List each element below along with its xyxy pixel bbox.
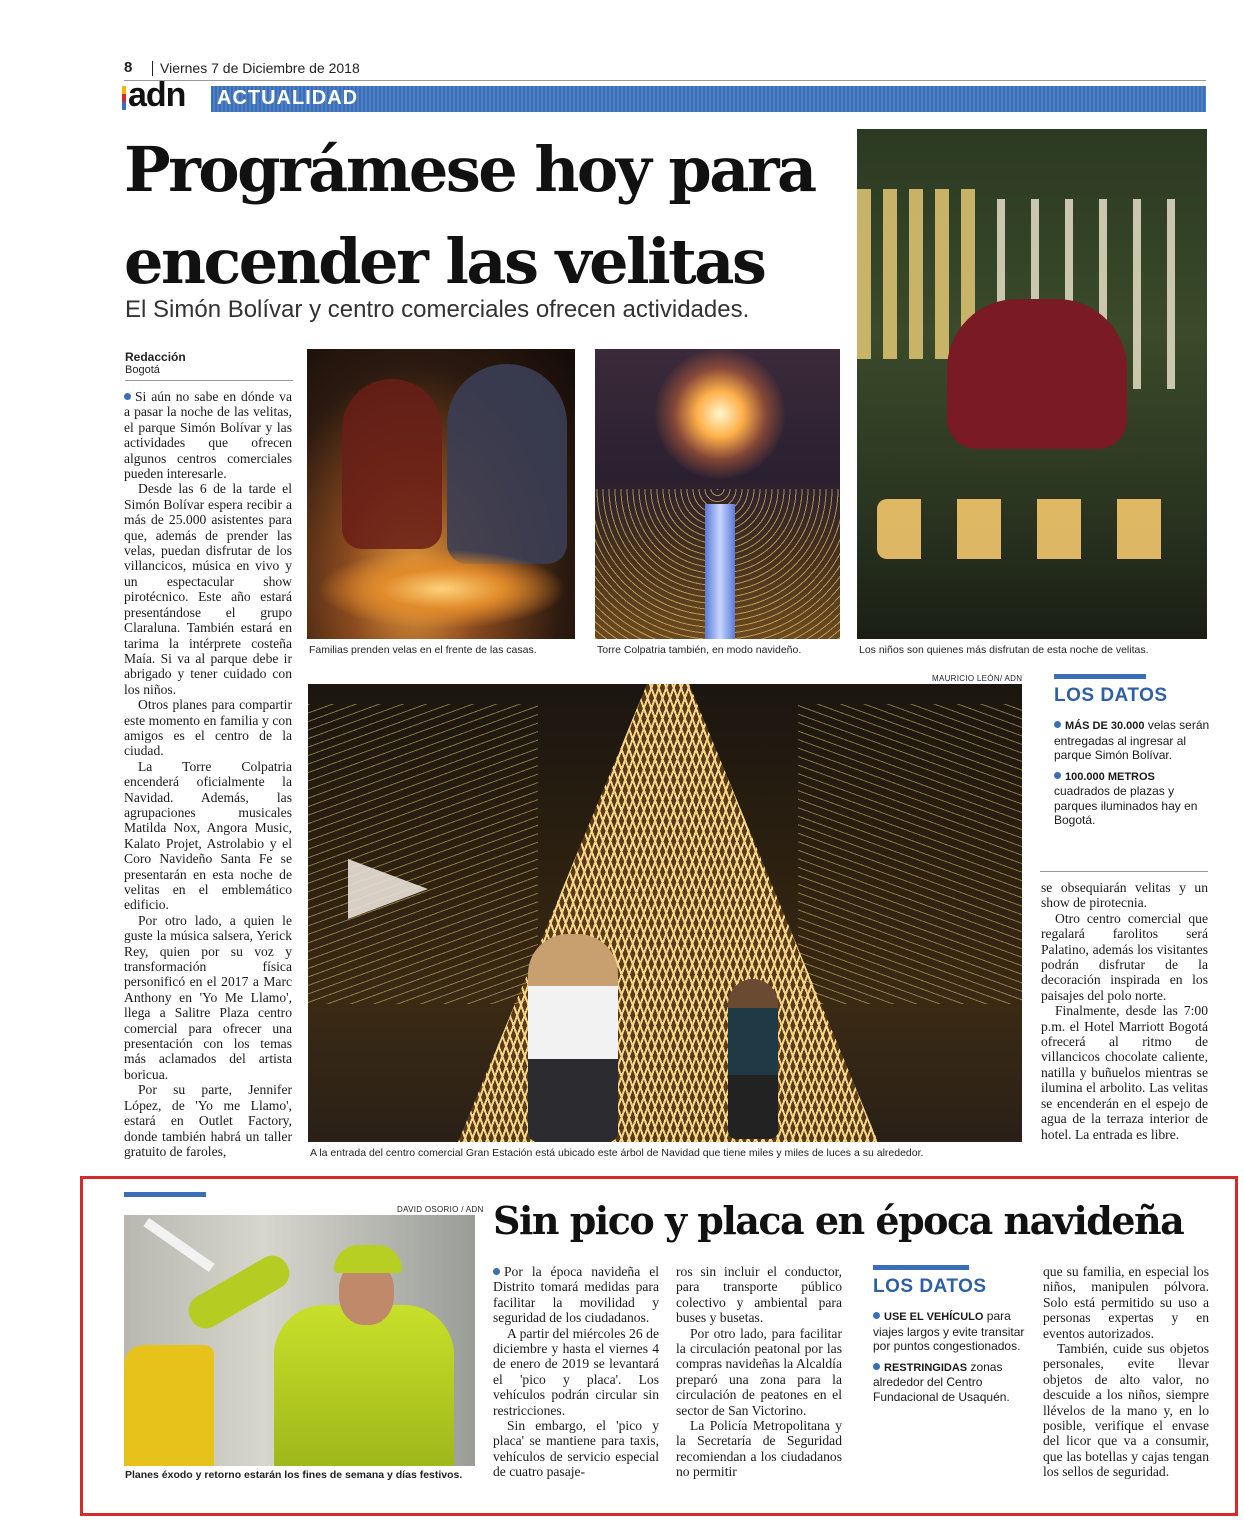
person-woman xyxy=(342,379,442,549)
page-date: Viernes 7 de Diciembre de 2018 xyxy=(160,60,360,76)
main-article-column-1 xyxy=(124,389,292,1161)
datos-item-bold: MÁS DE 30.000 xyxy=(1065,720,1145,732)
paragraph: que su familia, en especial los niños, manipulen pólvora. Solo está permitido su uso a personas expertas y en eventos autorizados. xyxy=(1043,1264,1209,1341)
datos-item xyxy=(873,1360,1025,1405)
datos-list xyxy=(1054,718,1214,834)
photo-caption: Planes éxodo y retorno estarán los fines de semana y días festivos. xyxy=(125,1469,463,1481)
headline-line-1: Prográmese hoy para xyxy=(124,133,815,206)
bullet-icon xyxy=(1054,721,1061,728)
byline-rule xyxy=(125,380,293,381)
main-article-column-right xyxy=(1041,880,1208,1165)
byline-city: Bogotá xyxy=(125,364,160,376)
fireworks xyxy=(655,349,785,479)
article-bar xyxy=(124,1192,206,1197)
paragraph: Desde las 6 de la tarde el Simón Bolívar espera recibir a más de 25.000 asistentes para que, además de prender las velas, puedan disfrutar de los villancicos, música en vivo y un espectacular show pirotécnico. Este año estará presentándose el grupo Claraluna. También estará en tarima la intérprete costeña Maía. Si va al parque debe ir abrigado y tener cuidado con los niños. xyxy=(124,481,292,697)
paragraph xyxy=(124,389,292,481)
datos-rule xyxy=(1040,871,1208,872)
datos-item-bold: USE EL VEHÍCULO xyxy=(884,1311,984,1323)
bullet-icon xyxy=(1054,772,1061,779)
paragraph-text: Si aún no sabe en dónde va a pasar la noche de las velitas, el parque Simón Bolívar y las actividades que ofrecen algunos centros comerciales pueden interesarle. xyxy=(124,389,292,482)
candles-glow xyxy=(317,549,567,629)
bullet-icon xyxy=(493,1268,500,1275)
tree-lights-right xyxy=(798,704,1022,1004)
child xyxy=(947,299,1127,449)
second-article-column-4 xyxy=(1043,1264,1209,1489)
person-man xyxy=(447,364,567,564)
datos-item-text: zonas alrededor del Centro Fundacional de Usaquén. xyxy=(873,1359,1010,1404)
second-article-column-2 xyxy=(676,1264,842,1489)
datos-item-text: para viajes largos y evite transitar por puntos congestionados. xyxy=(873,1309,1025,1353)
header-divider xyxy=(152,61,153,76)
bullet-icon xyxy=(124,393,131,400)
photo-caption-1: Familias prenden velas en el frente de las casas. xyxy=(309,644,537,656)
section-banner xyxy=(211,86,1206,112)
datos-item-text: velas serán entregadas al ingresar al parque Simón Bolívar. xyxy=(1054,718,1210,762)
photo-torre-colpatria xyxy=(595,349,840,639)
man-walking xyxy=(728,979,778,1139)
header-rule xyxy=(124,80,1206,81)
photo-credit: DAVID OSORIO / ADN xyxy=(397,1205,484,1214)
paragraph-text: Por la época navideña el Distrito tomará medidas para facilitar la movilidad y seguridad de los ciudadanos. xyxy=(493,1264,659,1326)
photo-credit-4: MAURICIO LEÓN/ ADN xyxy=(932,674,1023,683)
adn-logo xyxy=(122,76,208,114)
datos-item-bold: RESTRINGIDAS xyxy=(884,1361,968,1374)
paragraph: La Policía Metropolitana y la Secretaría de Seguridad recomiendan a los ciudadanos no permitir xyxy=(676,1418,842,1480)
paragraph: Finalmente, desde las 7:00 p.m. el Hotel Marriott Bogotá ofrecerá al ritmo de villancicos chocolate caliente, natilla y buñuelos mientras se ilumina el arbolito. Las velitas se encenderán en el espejo de agua de la terraza interior de hotel. La entrada es libre. xyxy=(1041,1003,1208,1142)
page-number: 8 xyxy=(124,59,133,76)
paragraph: Por otro lado, para facilitar la circulación peatonal por las compras navideñas la Alcaldía preparó una zona para la circulación de peatones en el sector de San Victorino. xyxy=(676,1325,842,1418)
logo-stripe xyxy=(122,86,126,110)
main-headline xyxy=(124,124,844,308)
datos-item xyxy=(1054,769,1214,828)
photo-caption-2: Torre Colpatria también, en modo navideño. xyxy=(597,644,802,656)
photo-family-candles xyxy=(307,349,575,639)
headline-line-2: encender las velitas xyxy=(124,225,765,298)
lanterns xyxy=(877,499,1197,559)
byline-name: Redacción xyxy=(125,350,186,364)
main-subtitle: El Simón Bolívar y centro comerciales ofrecen actividades. xyxy=(125,296,750,323)
officer-hat xyxy=(334,1245,402,1273)
photo-caption-3: Los niños son quienes más disfrutan de esta noche de velitas. xyxy=(859,644,1149,656)
paragraph: Otro centro comercial que regalará farolitos será Palatino, además los visitantes podrán disfrutar de la decoración inspirada en los paisajes del polo norte. xyxy=(1041,910,1208,1003)
paragraph: A partir del miércoles 26 de diciembre y hasta el viernes 4 de enero de 2019 se levantará el 'pico y placa'. Los vehículos podrán circular sin restricciones. xyxy=(493,1325,659,1418)
tower xyxy=(705,504,735,639)
paragraph xyxy=(493,1264,659,1326)
second-article-column-1 xyxy=(493,1264,659,1489)
paragraph: se obsequiarán velitas y un show de pirotecnia. xyxy=(1041,880,1208,911)
baton xyxy=(143,1218,214,1272)
datos-title: LOS DATOS xyxy=(873,1276,987,1297)
datos-bar xyxy=(873,1265,969,1270)
photo-christmas-tree xyxy=(308,684,1022,1142)
byline xyxy=(125,350,295,376)
paragraph: Otros planes para compartir este momento en familia y con amigos es el centro de la ciudad. xyxy=(124,697,292,759)
photo-child-candles xyxy=(857,129,1207,639)
tree-lights-left xyxy=(308,704,538,1004)
datos-item xyxy=(873,1309,1025,1354)
photo-police-officer xyxy=(124,1215,475,1466)
datos-title: LOS DATOS xyxy=(1054,685,1168,706)
officer-body xyxy=(274,1305,454,1466)
datos-item xyxy=(1054,718,1214,763)
paragraph: La Torre Colpatria encenderá oficialmente la Navidad. Además, las agrupaciones musicales Matilda Nox, Angora Music, Kalato Projet, Astrolabio y el Coro Navideño Santa Fe se presentarán en esta noche de velitas en el emblemático edificio. xyxy=(124,758,292,913)
second-headline: Sin pico y placa en época navideña xyxy=(493,1198,1184,1243)
yellow-taxi xyxy=(124,1345,214,1466)
datos-item-text: cuadrados de plazas y parques iluminados hay en Bogotá. xyxy=(1054,784,1198,827)
bullet-icon xyxy=(873,1363,880,1370)
paragraph: Por su parte, Jennifer López, de 'Yo me Llamo', estará en Outlet Factory, donde también habrá un taller gratuito de faroles, xyxy=(124,1082,292,1159)
datos-list xyxy=(873,1309,1025,1410)
datos-item-bold: 100.000 METROS xyxy=(1065,770,1155,783)
section-label: ACTUALIDAD xyxy=(217,87,359,109)
logo-text: adn xyxy=(128,76,186,114)
paragraph: ros sin incluir el conductor, para transporte público colectivo y ambiental para buses y busetas. xyxy=(676,1264,842,1326)
datos-bar xyxy=(1054,674,1146,679)
photo-caption-4: A la entrada del centro comercial Gran Estación está ubicado este árbol de Navidad que tiene miles y miles de luces a su alrededor. xyxy=(310,1147,924,1159)
paragraph: Sin embargo, el 'pico y placa' se mantiene para taxis, vehículos de servicio especial de cuatro pasaje- xyxy=(493,1418,659,1480)
bullet-icon xyxy=(873,1312,880,1319)
paragraph: También, cuide sus objetos personales, evite llevar objetos de alto valor, no descuide a los niños, siempre llévelos de la mano y, en lo posible, verifique el envase del licor que va a consumir, que las botellas y cajas tengan los sellos de seguridad. xyxy=(1043,1341,1209,1480)
paragraph: Por otro lado, a quien le guste la música salsera, Yerick Rey, quien por su voz y transformación física personificó en el 2017 a Marc Anthony en 'Yo Me Llamo', llega a Salitre Plaza centro comercial para ofrecer una presentación con los temas más aclamados del artista boricua. xyxy=(124,912,292,1082)
woman-selfie xyxy=(528,934,618,1142)
